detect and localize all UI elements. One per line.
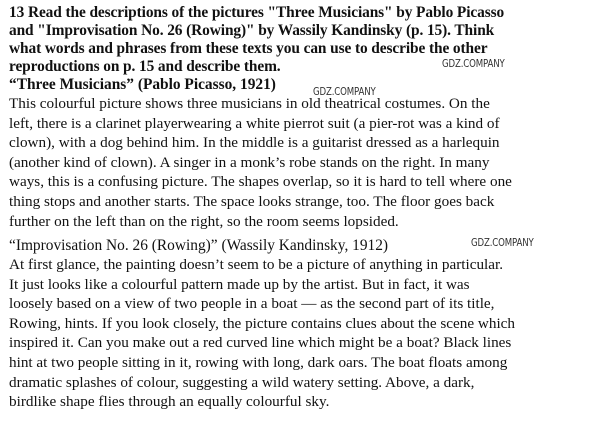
instruction-line: 13 Read the descriptions of the pictures "Three Musicians" by Pablo Picasso — [9, 4, 505, 21]
paragraph-line: hint at two people sitting in it, rowing with long, dark oars. The boat floats among — [9, 353, 508, 371]
paragraph-line: (another kind of clown). A singer in a monk’s robe stands on the right. In many — [9, 153, 490, 171]
kandinsky-description — [9, 255, 595, 412]
paragraph-line: inspired it. Can you make out a red curved line which might be a boat? Black lines — [9, 334, 512, 352]
paragraph-line: birdlike shape flies through an equally colourful sky. — [9, 393, 330, 411]
paragraph-line: Rowing, hints. If you look closely, the picture contains clues about the scene which — [9, 314, 515, 332]
paragraph-line: clown), with a dog behind him. In the middle is a guitarist dressed as a harlequin — [9, 134, 500, 152]
paragraph-line: It just looks like a colourful pattern made up by the artist. But in fact, it was — [9, 275, 470, 293]
paragraph-line: This colourful picture shows three musicians in old theatrical costumes. On the — [9, 95, 490, 112]
kandinsky-section-title: “Improvisation No. 26 (Rowing)” (Wassily Kandinsky, 1912) — [9, 237, 389, 254]
paragraph-line: loosely based on a view of two people in a boat — as the second part of its title, — [9, 295, 495, 313]
paragraph-line: thing stops and another starts. The space looks strange, too. The floor goes back — [9, 192, 495, 210]
paragraph-line: further on the left than on the right, so the room seems lopsided. — [9, 212, 399, 230]
watermark: GDZ.COMPANY — [442, 58, 505, 70]
instruction-line: reproductions on p. 15 and describe them. — [9, 58, 281, 75]
watermark: GDZ.COMPANY — [313, 86, 376, 98]
instruction-line: what words and phrases from these texts you can use to describe the other — [9, 40, 488, 57]
paragraph-line: At first glance, the painting doesn’t seem to be a picture of anything in particular. — [9, 256, 504, 273]
instruction-line: and "Improvisation No. 26 (Rowing)" by Wassily Kandinsky (p. 15). Think — [9, 22, 495, 39]
watermark: GDZ.COMPANY — [471, 237, 534, 249]
exercise-instructions — [9, 4, 595, 76]
picasso-section-title: “Three Musicians” (Pablo Picasso, 1921) — [9, 76, 276, 93]
paragraph-line: dramatic splashes of colour, suggesting a wild watery setting. Above, a dark, — [9, 373, 475, 391]
paragraph-line: left, there is a clarinet playerwearing a white pierrot suit (a pier-rot was a kind of — [9, 114, 500, 132]
paragraph-line: ways, this is a confusing picture. The shapes overlap, so it is hard to tell where one — [9, 173, 512, 191]
picasso-description — [9, 94, 595, 231]
